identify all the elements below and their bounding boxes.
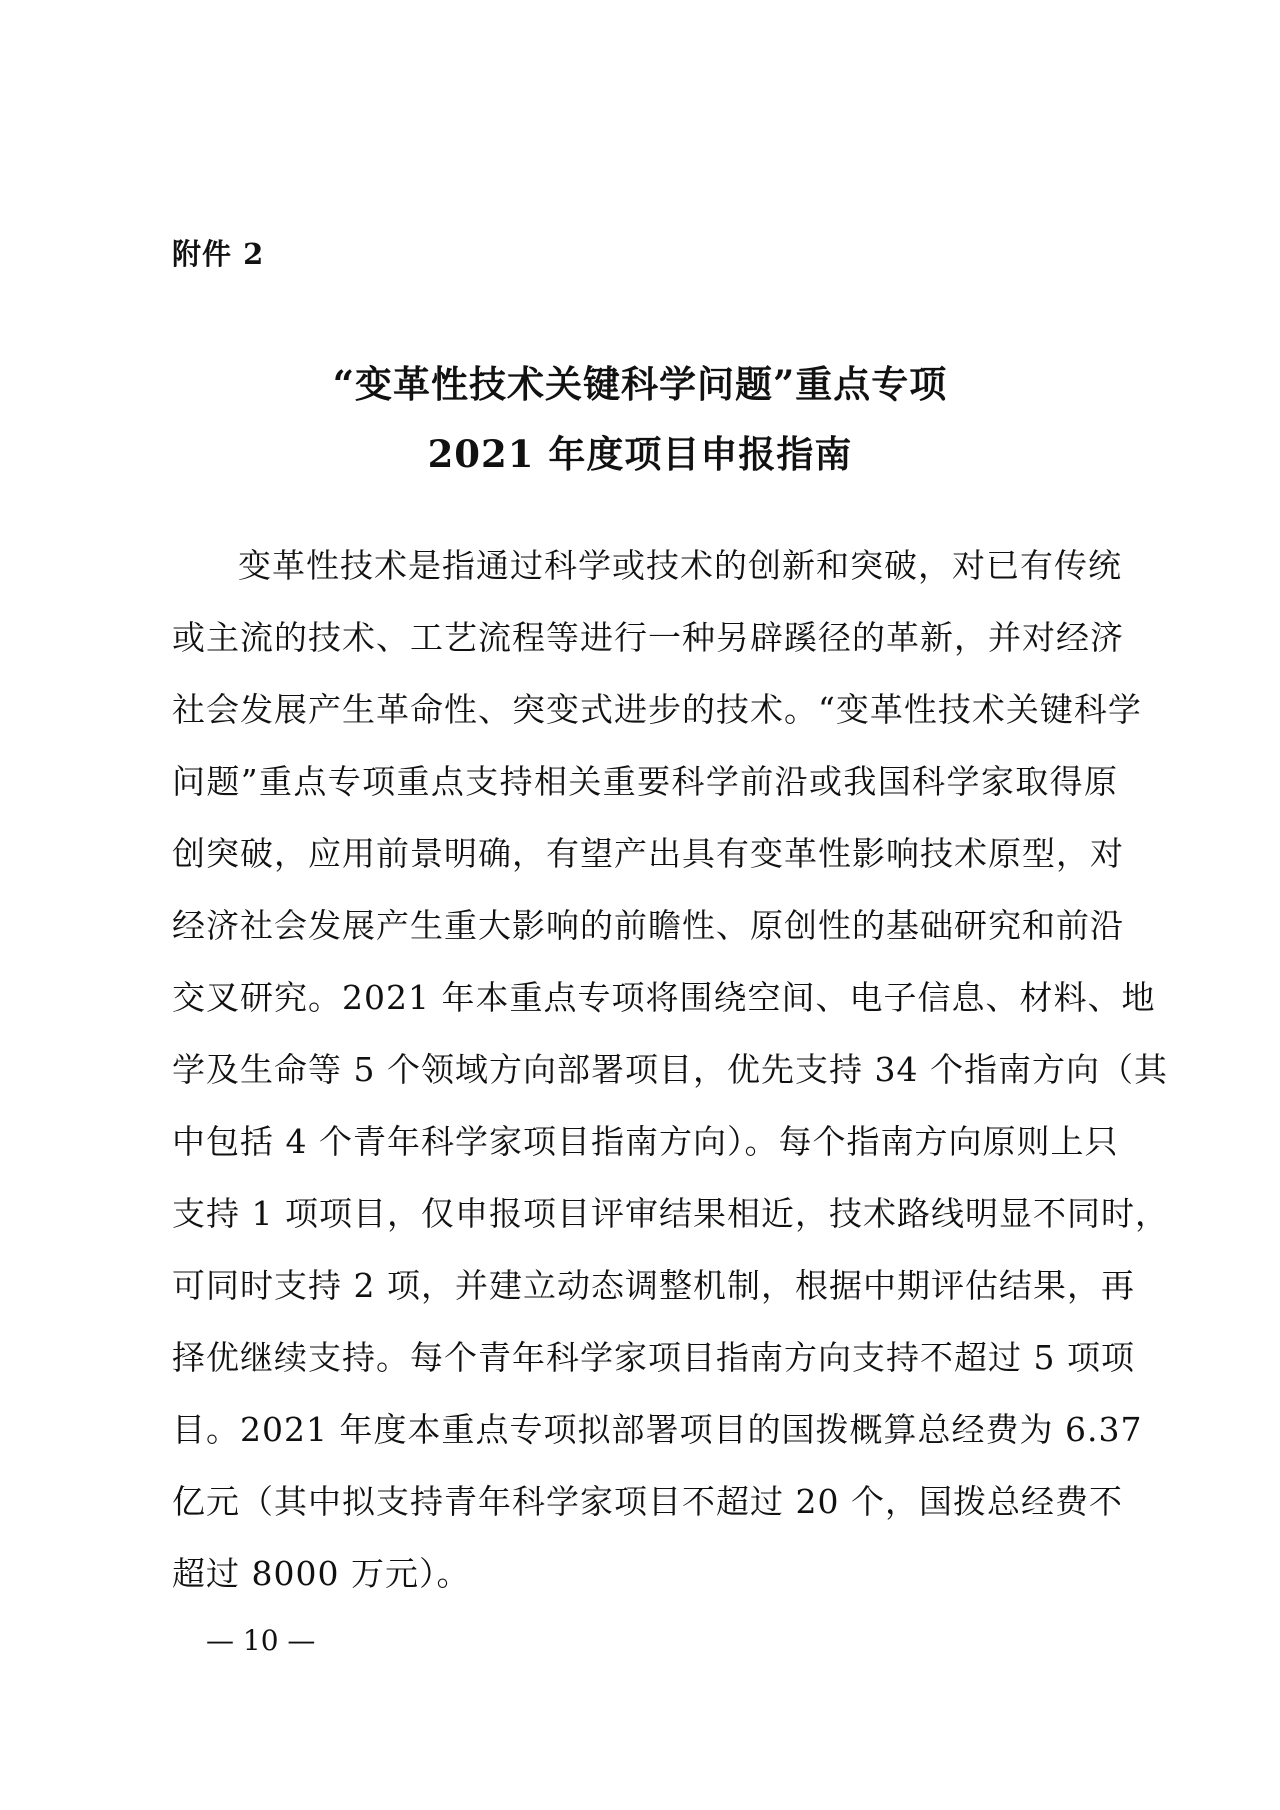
document-title-line-2: 2021 年度项目申报指南 [427,432,853,476]
body-line: 可同时支持 2 项，并建立动态调整机制，根据中期评估结果，再 [172,1266,1135,1305]
body-line: 社会发展产生革命性、突变式进步的技术。“变革性技术关键科学 [172,690,1142,729]
body-line: 经济社会发展产生重大影响的前瞻性、原创性的基础研究和前沿 [172,906,1124,945]
body-line: 问题”重点专项重点支持相关重要科学前沿或我国科学家取得原 [172,762,1118,801]
body-line: 支持 1 项项目，仅申报项目评审结果相近，技术路线明显不同时， [172,1194,1169,1233]
body-line: 中包括 4 个青年科学家项目指南方向）。每个指南方向原则上只 [172,1122,1119,1161]
body-line: 超过 8000 万元）。 [172,1554,471,1593]
body-line: 变革性技术是指通过科学或技术的创新和突破，对已有传统 [238,546,1122,585]
body-line: 交叉研究。2021 年本重点专项将围绕空间、电子信息、材料、地 [172,978,1156,1017]
body-line: 目。2021 年度本重点专项拟部署项目的国拨概算总经费为 6.37 [172,1410,1143,1449]
body-paragraph [172,530,1169,1610]
page-number: — 10 — [206,1624,316,1657]
body-line: 亿元（其中拟支持青年科学家项目不超过 20 个，国拨总经费不 [172,1482,1123,1521]
body-line: 择优继续支持。每个青年科学家项目指南方向支持不超过 5 项项 [172,1338,1135,1377]
body-line: 学及生命等 5 个领域方向部署项目，优先支持 34 个指南方向（其 [172,1050,1168,1089]
body-line: 创突破，应用前景明确，有望产出具有变革性影响技术原型，对 [172,834,1124,873]
document-title-line-1: “变革性技术关键科学问题”重点专项 [332,362,948,406]
body-line: 或主流的技术、工艺流程等进行一种另辟蹊径的革新，并对经济 [172,618,1124,657]
attachment-label: 附件 2 [172,237,265,271]
